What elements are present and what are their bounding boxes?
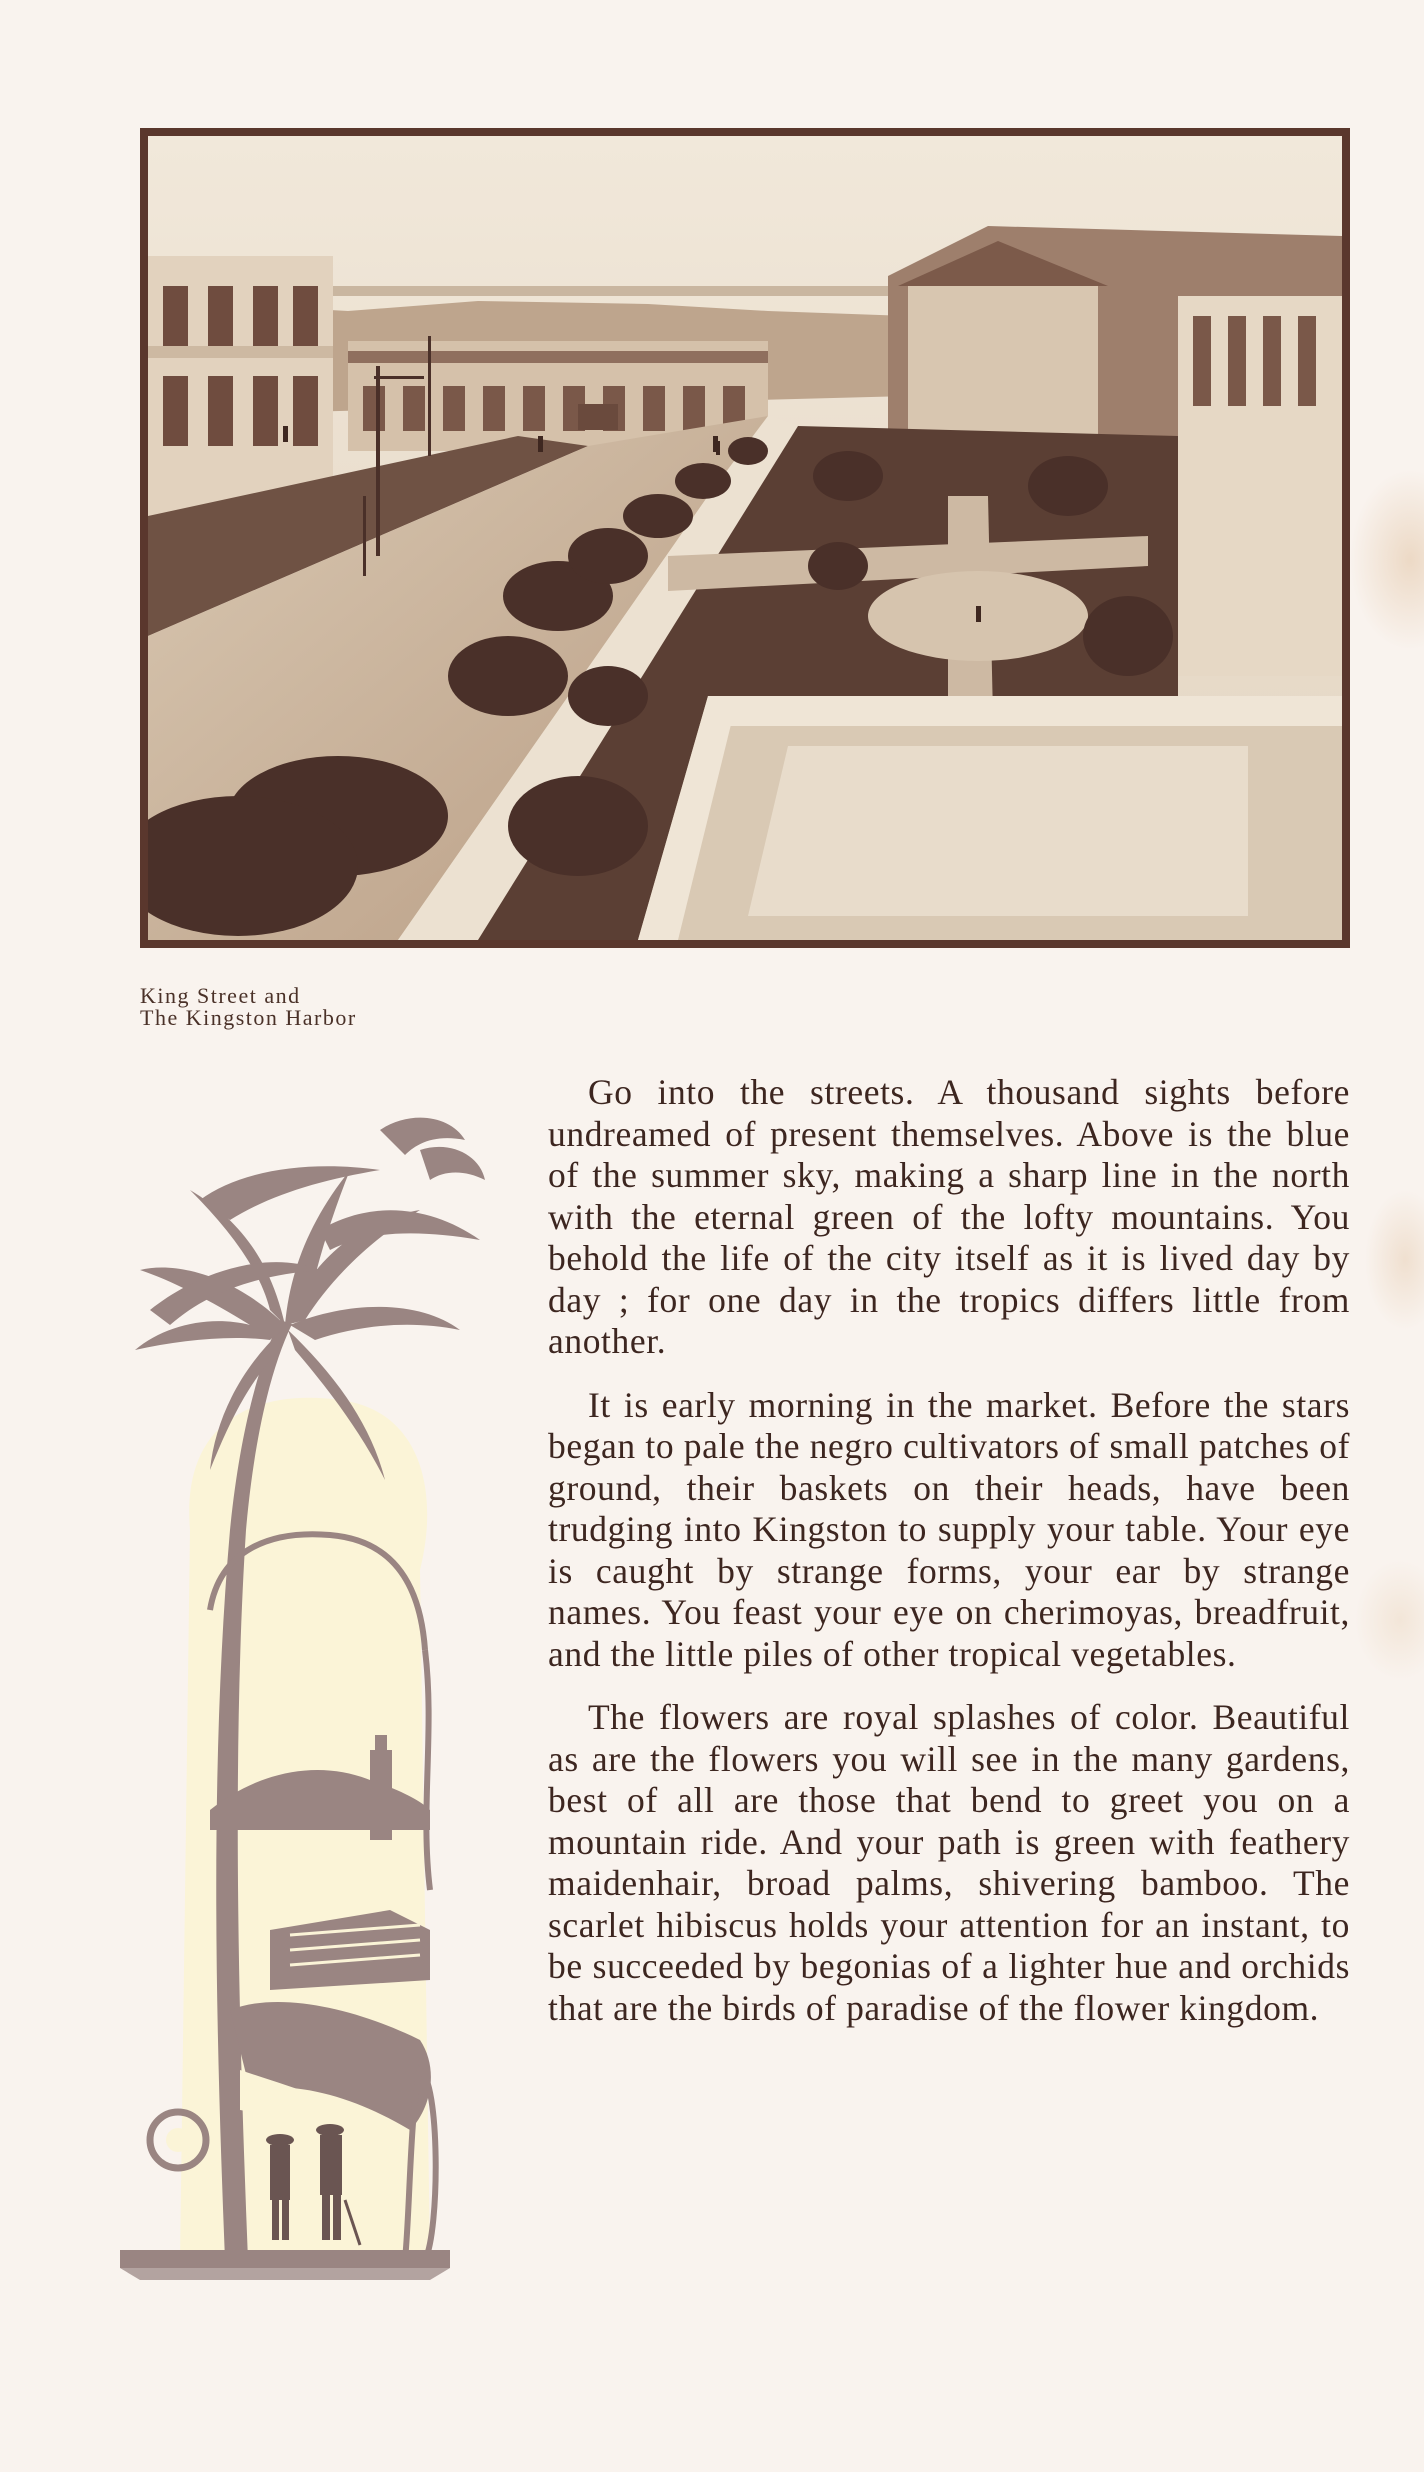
paragraph-flowers: The flowers are royal splashes of color. Beautiful as are the flowers you will see in the many gardens, best of all are those that bend to greet you on a mountain ride. And your path is green with feathery maidenhair, broad palms, shivering bamboo. The scarlet hibiscus holds your attention for an instant, to be succeeded by begonias of a lighter hue and orchids that are the birds of paradise of the flower kingdom.	[548, 1697, 1350, 2028]
caption-line-2: The Kingston Harbor	[140, 1005, 357, 1030]
caption-line-1: King Street and	[140, 983, 301, 1008]
photo-caption	[140, 985, 440, 1029]
paragraph-market: It is early morning in the market. Before the stars began to pale the negro cultivators of small patches of ground, their baskets on their heads, have been trudging into Kingston to supply your table. Your eye is caught by strange forms, your ear by strange names. You feast your eye on cherimoyas, breadfruit, and the little piles of other tropical vegetables.	[548, 1384, 1350, 1674]
illustration-drawing	[120, 1110, 500, 2310]
photo-drawing	[148, 136, 1342, 940]
king-street-photo	[140, 128, 1350, 948]
body-text	[548, 1072, 1350, 2051]
paragraph-streets: Go into the streets. A thousand sights before undreamed of present themselves. Above is the blue of the summer sky, making a sharp line in the north with the eternal green of the lofty mountains. You behold the life of the city itself as it is lived day by day ; for one day in the tropics differs little from another.	[548, 1072, 1350, 1361]
palm-tree-illustration	[120, 1110, 500, 2310]
